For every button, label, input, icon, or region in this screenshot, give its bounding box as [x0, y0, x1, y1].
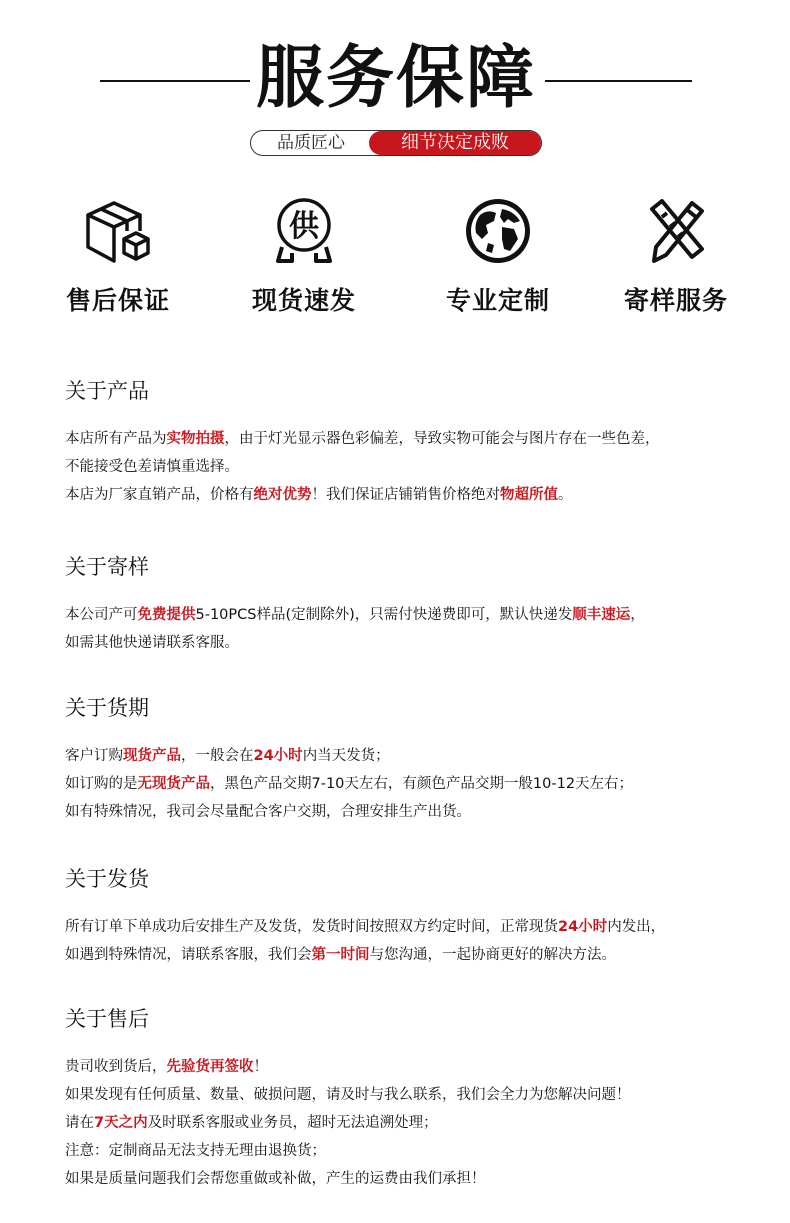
body-text: ！我们保证店铺销售价格绝对 — [311, 487, 500, 503]
supply-icon — [264, 195, 344, 267]
section-title: 关于发货 — [65, 867, 149, 891]
highlight-text: 7天之内 — [94, 1115, 148, 1131]
body-line — [65, 453, 775, 481]
highlight-text: 24小时 — [558, 919, 608, 935]
section-title: 关于货期 — [65, 696, 149, 720]
section-body — [65, 742, 775, 826]
body-text: 不能接受色差请慎重选择。 — [65, 459, 239, 475]
body-text: ！ — [253, 1059, 268, 1075]
body-line — [65, 798, 775, 826]
body-line — [65, 601, 775, 629]
body-line — [65, 770, 775, 798]
section-sample — [65, 551, 775, 657]
body-line — [65, 629, 775, 657]
body-text: 客户订购 — [65, 748, 123, 764]
body-text: 如果发现有任何质量、数量、破损问题，请及时与我么联系，我们会全力为您解决问题！ — [65, 1087, 631, 1103]
service-custom — [418, 195, 578, 317]
body-text: 如遇到特殊情况，请联系客服，我们会 — [65, 947, 312, 963]
highlight-text: 实物拍摄 — [166, 431, 225, 447]
body-line — [65, 1109, 775, 1137]
section-delivery-time — [65, 692, 775, 826]
highlight-text: 先验货再签收 — [166, 1059, 254, 1075]
page-title: 服务保障 — [255, 39, 536, 118]
highlight-text: 物超所值 — [500, 487, 558, 503]
body-line — [65, 425, 775, 453]
body-text: 内当天发货； — [302, 748, 390, 764]
pencil-ruler-icon — [636, 195, 716, 267]
body-text: 本公司产可 — [65, 607, 138, 623]
body-text: ，黑色产品交期7-10天左右，有颜色产品交期一般10-12天左右； — [210, 776, 634, 792]
body-text: 本店为厂家直销产品，价格有 — [65, 487, 254, 503]
body-text: 。 — [558, 487, 573, 503]
globe-icon — [458, 195, 538, 267]
highlight-text: 现货产品 — [123, 748, 181, 764]
body-line — [65, 1081, 775, 1109]
body-text: 5-10PCS样品(定制除外)，只需付快递费即可，默认快递发 — [195, 607, 573, 623]
section-body — [65, 1053, 775, 1193]
highlight-text: 免费提供 — [137, 607, 196, 623]
section-title: 关于寄样 — [65, 555, 149, 579]
title-divider-right — [545, 80, 692, 82]
body-text: 如果是质量问题我们会帮您重做或补做，产生的运费由我们承担！ — [65, 1171, 486, 1187]
highlight-text: 顺丰速运 — [572, 607, 631, 623]
section-shipping — [65, 863, 775, 969]
section-body — [65, 425, 775, 509]
box-icon — [78, 195, 158, 267]
body-line — [65, 1053, 775, 1081]
body-text: 及时联系客服或业务员，超时无法追溯处理； — [147, 1115, 438, 1131]
svg-text:供: 供 — [289, 209, 319, 244]
body-text: 请在 — [65, 1115, 94, 1131]
section-product — [65, 375, 775, 509]
highlight-text: 绝对优势 — [253, 487, 312, 503]
body-text: ，由于灯光显示器色彩偏差，导致实物可能会与图片存在一些色差， — [224, 431, 660, 447]
highlight-text: 24小时 — [253, 748, 303, 764]
body-text: 注意：定制商品无法支持无理由退换货； — [65, 1143, 326, 1159]
subtitle-tag — [250, 130, 542, 156]
body-text: ， — [630, 607, 645, 623]
highlight-text: 第一时间 — [311, 947, 370, 963]
section-body — [65, 601, 775, 657]
body-text: 所有订单下单成功后安排生产及发货，发货时间按照双方约定时间，正常现货 — [65, 919, 558, 935]
title-divider-left — [100, 80, 250, 82]
body-line — [65, 941, 775, 969]
tag-left: 品质匠心 — [277, 133, 345, 153]
service-icons-row — [0, 195, 790, 325]
body-line — [65, 913, 775, 941]
section-body — [65, 913, 775, 969]
body-line — [65, 742, 775, 770]
section-title: 关于售后 — [65, 1007, 149, 1031]
service-label: 售后保证 — [65, 286, 170, 315]
section-title: 关于产品 — [65, 379, 149, 403]
body-text: 与您沟通，一起协商更好的解决方法。 — [369, 947, 616, 963]
service-sample — [596, 195, 756, 317]
body-text: ，一般会在 — [181, 748, 254, 764]
service-label: 现货速发 — [251, 286, 356, 315]
body-text: 贵司收到货后， — [65, 1059, 167, 1075]
service-after-sales — [38, 195, 198, 317]
tag-right: 细节决定成败 — [369, 131, 541, 155]
body-line — [65, 481, 775, 509]
body-text: 本店所有产品为 — [65, 431, 167, 447]
service-in-stock — [224, 195, 384, 317]
service-label: 专业定制 — [445, 286, 550, 315]
section-after-sales — [65, 1003, 775, 1193]
body-text: 如需其他快递请联系客服。 — [65, 635, 239, 651]
body-text: 内发出， — [607, 919, 666, 935]
body-line — [65, 1137, 775, 1165]
highlight-text: 无现货产品 — [137, 776, 210, 792]
body-line — [65, 1165, 775, 1193]
service-label: 寄样服务 — [623, 286, 728, 315]
header — [0, 0, 790, 170]
body-text: 如有特殊情况，我司会尽量配合客户交期，合理安排生产出货。 — [65, 804, 471, 820]
body-text: 如订购的是 — [65, 776, 138, 792]
